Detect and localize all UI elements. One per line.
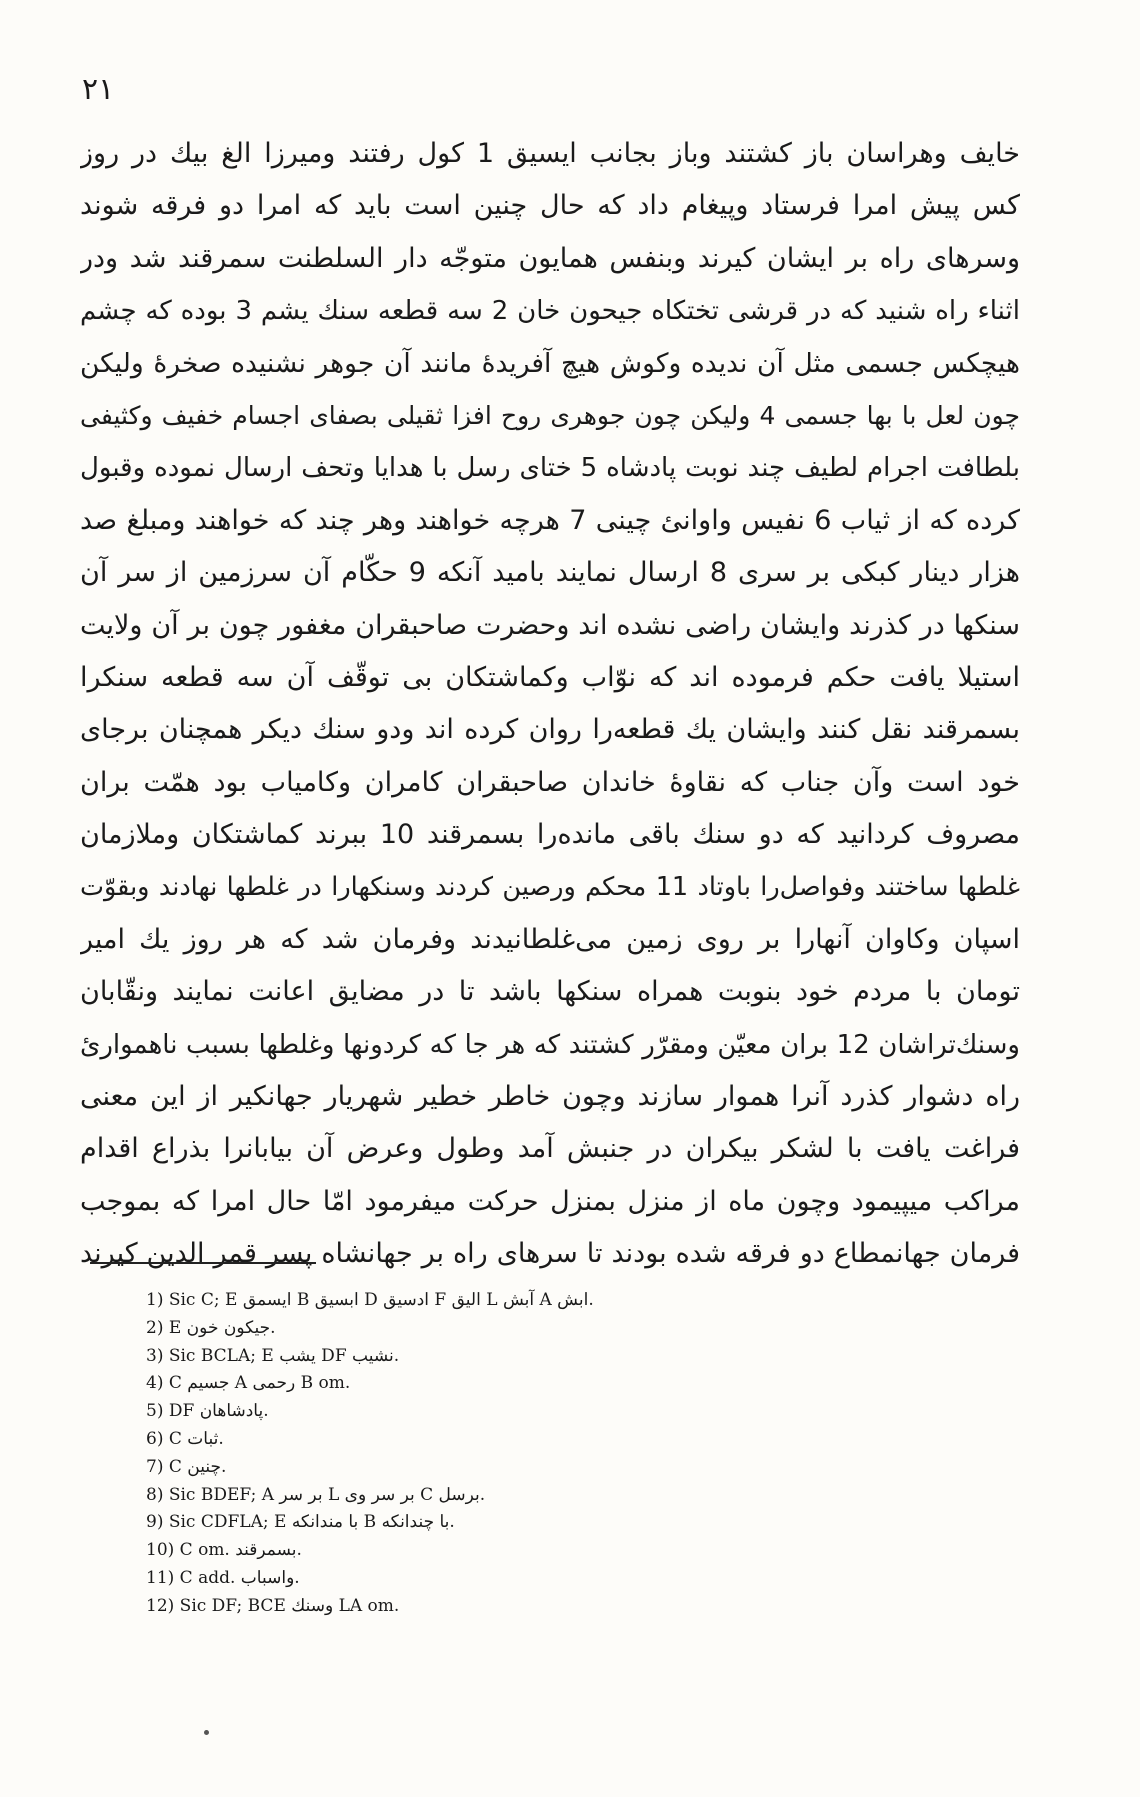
text-line: چون لعل با بها جسمی 4 ولیکن چون جوهری روح افزا ثقیلی بصفای اجسام خفیف وکثیفی — [80, 400, 1020, 430]
text-line: بسمرقند نقل کنند وایشان یك قطعه‌را روان کرده اند ودو سنك دیکر همچنان برجای — [80, 714, 1020, 746]
text-line: مصروف کردانید که دو سنك باقی مانده‌را بسمرقند 10 ببرند کماشتکان وملازمان — [80, 819, 1020, 851]
body-text — [80, 128, 1020, 1281]
text-line: اثناء راه شنید که در قرشی تختکاه جیحون خان 2 سه قطعه سنك یشم 3 بوده که چشم — [80, 296, 1020, 327]
footnotes — [146, 1287, 866, 1621]
footnote: 9) Sic CDFLA; E با مندانکه B با چندانکه. — [146, 1512, 455, 1533]
text-line: خود است وآن جناب که نقاوهٔ خاندان صاحبقران کامران وکامیاب بود همّت بران — [80, 766, 1020, 798]
text-line: کس پیش امرا فرستاد وپیغام داد که حال چنین است باید که امرا دو فرقه شوند — [80, 190, 1020, 222]
footnote: 7) C چنین. — [146, 1456, 227, 1477]
footnote: 2) E جیکون خون. — [146, 1317, 276, 1338]
footnote: 11) C add. واسباب. — [146, 1567, 300, 1588]
text-line: خایف وهراسان باز کشتند وباز بجانب ایسیق 1 کول رفتند ومیرزا الغ بیك در روز — [80, 138, 1020, 169]
text-line: سنکها در کذرند وایشان راضی نشده اند وحضرت صاحبقران مغفور چون بر آن ولایت — [80, 609, 1020, 641]
footnote: 8) Sic BDEF; A بر سر L بر سر وی C برسل. — [146, 1484, 486, 1505]
footnote: 12) Sic DF; BCE وسنك LA om. — [146, 1595, 400, 1616]
footnote: 5) DF پادشاهان. — [146, 1401, 269, 1422]
text-line: استیلا یافت حکم فرموده اند که نوّاب وکماشتکان بی توقّف آن سه قطعه سنكرا — [80, 661, 1020, 693]
page-number: ۲۱ — [82, 72, 115, 107]
text-line: راه دشوار کذرد آنرا هموار سازند وچون خاطر خطیر شهریار جهانکیر از این معنی — [80, 1081, 1020, 1113]
footnote: 6) C ثبات. — [146, 1428, 224, 1449]
text-line: تومان با مردم خود بنوبت همراه سنکها باشد تا در مضایق اعانت نمایند ونقّابان — [80, 976, 1020, 1008]
footnote: 3) Sic BCLA; E یشب DF نشیب. — [146, 1345, 400, 1366]
footnote-divider — [90, 1262, 316, 1264]
footnote: 1) Sic C; E ایسمق B ابسیق D ادسیق F الیق L آبش A ابش. — [146, 1290, 594, 1310]
text-line: مراکب میپیمود وچون ماه از منزل بمنزل حرکت میفرمود امّا حال امرا که بموجب — [80, 1185, 1020, 1217]
ink-mark — [204, 1730, 209, 1735]
text-line: هیچکس جسمی مثل آن ندیده وکوش هیچ آفریدهٔ مانند آن جوهر نشنیده صخرهٔ ولیکن — [80, 347, 1020, 379]
text-line: فرمان جهانمطاع دو فرقه شده بودند تا سرهای راه بر جهانشاه پسر قمر الدین کیرند — [80, 1238, 1020, 1270]
text-line: وسنك‌تراشان 12 بران معیّن ومقرّر کشتند که هر جا که کردونها وغلطها بسبب ناهمواریٔ — [80, 1029, 1020, 1060]
text-line: هزار دینار کبکی بر سری 8 ارسال نمایند باميد آنکه 9 حکّام آن سرزمین از سر آن — [80, 557, 1020, 589]
text-line: وسرهای راه بر ایشان کیرند وبنفس همایون متوجّه دار السلطنت سمرقند شد ودر — [80, 242, 1020, 274]
text-line: بلطافت اجرام لطیف چند نوبت پادشاه 5 ختای رسل با هدایا وتحف ارسال نموده وقبول — [80, 453, 1020, 484]
footnote: 10) C om. بسمرقند. — [146, 1540, 302, 1561]
text-line: فراغت یافت با لشکر بیکران در جنبش آمد وطول وعرض آن بیابانرا بذراع اقدام — [80, 1133, 1020, 1165]
text-line: اسپان وکاوان آنهارا بر روی زمین می‌غلطانیدند وفرمان شد که هر روز یك امیر — [80, 923, 1020, 955]
text-line: کرده که از ثیاب 6 نفیس واوانئ چینی 7 هرچه خواهند وهر چند که خواهند ومبلغ صد — [80, 504, 1020, 536]
text-line: غلطها ساختند وفواصل‌را باوتاد 11 محکم ورصین کردند وسنکهارا در غلطها نهادند وبقوّت — [80, 872, 1020, 903]
footnote: 4) C جسیم A رحمی B om. — [146, 1373, 351, 1394]
